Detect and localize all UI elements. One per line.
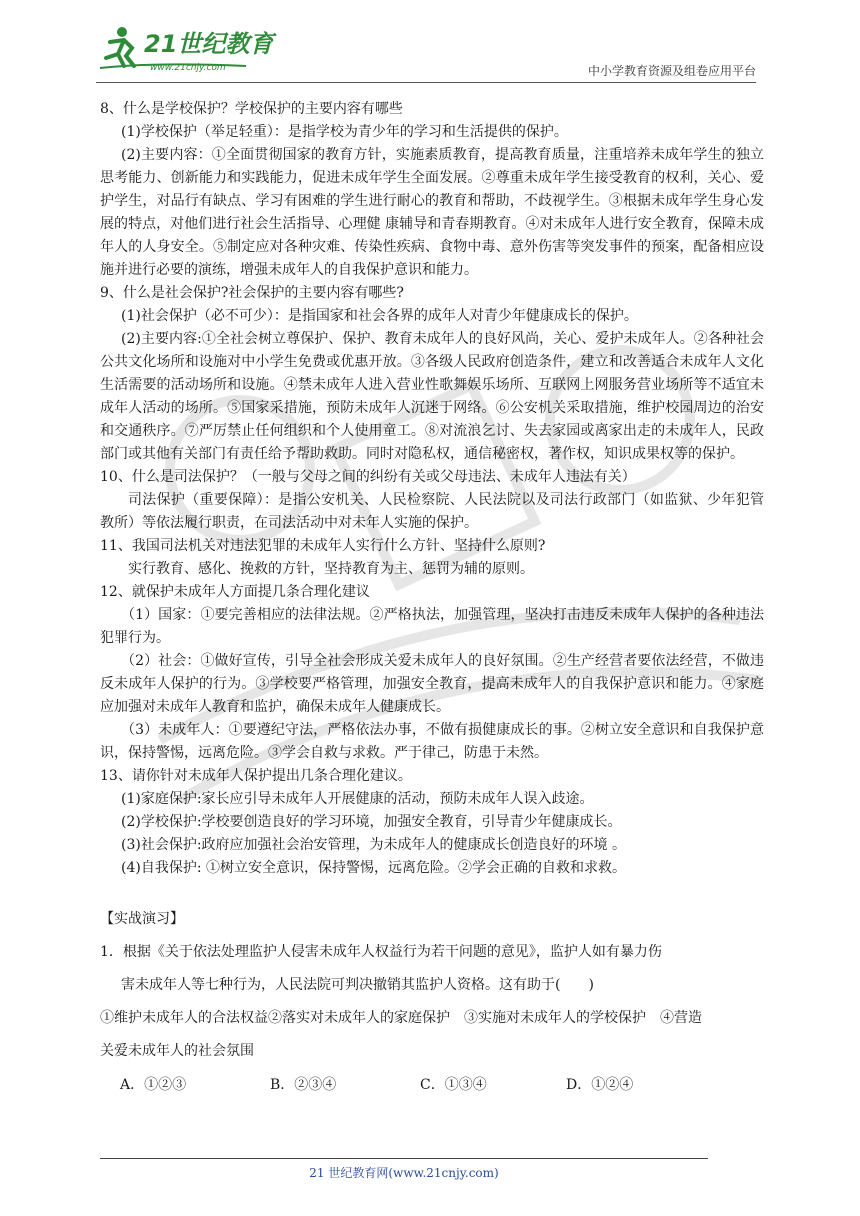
option-d[interactable]: D．①②④ <box>566 1077 634 1093</box>
page-header <box>96 22 756 82</box>
practice-title: 【实战演习】 <box>100 911 184 927</box>
q12-p1: （1）国家：①要完善相应的法律法规。②严格执法，加强管理，坚决打击违反未成年人保护的各种违法犯罪行为。 <box>100 607 764 646</box>
q9-p2: (2)主要内容:①全社会树立尊保护、保护、教育未成年人的良好风尚，关心、爱护未成年人。②各种社会公共文化场所和设施对中小学生免费或优惠开放。③各级人民政府创造条件，建立和改善适合未成年人文化生活需要的活动场所和设施。④禁未成年人进入营业性歌舞娱乐场所、互联网上网服务营业场所等不适宜未成年人活动的场所。⑤国家采措施，预防未成年人沉迷于网络。⑥公安机关采取措施，维护校园周边的治安和交通秩序。⑦严厉禁止任何组织和个人使用童工。⑧对流浪乞讨、失去家园或离家出走的未成年人，民政部门或其他有关部门有责任给予帮助救助。同时对隐私权，通信秘密权，著作权，知识成果权等的保护。 <box>100 331 764 462</box>
footer-divider <box>100 1158 708 1159</box>
q9-title: 9、什么是社会保护?社会保护的主要内容有哪些? <box>100 285 404 301</box>
option-b[interactable]: B．②③④ <box>270 1077 337 1093</box>
q8-p1: (1)学校保护（举足轻重）：是指学校为青少年的学习和生活提供的保护。 <box>121 124 568 140</box>
spacer <box>100 880 764 903</box>
q9-p1: (1)社会保护（必不可少）：是指国家和社会各界的成年人对青少年健康成长的保护。 <box>121 308 638 324</box>
header-divider <box>96 82 756 83</box>
q11-title: 11、我国司法机关对违法犯罪的未成年人实行什么方针、坚持什么原则? <box>100 538 546 554</box>
document-body <box>100 98 764 1100</box>
runner-logo-icon <box>96 22 296 78</box>
practice-q1-line2: 害未成年人等七种行为，人民法院可判决撤销其监护人资格。这有助于( ) <box>121 977 594 993</box>
practice-q1-line4: 关爱未成年人的社会氛围 <box>100 1043 254 1059</box>
answer-options <box>100 1070 764 1100</box>
practice-q1-line3: ①维护未成年人的合法权益②落实对未成年人的家庭保护 ③实施对未成年人的学校保护 ④营造 <box>100 1010 702 1026</box>
q12-p3: （3）未成年人：①要遵纪守法，严格依法办事，不做有损健康成长的事。②树立安全意识和自我保护意识，保持警惕，远离危险。③学会自救与求救。严于律己，防患于未然。 <box>100 722 764 761</box>
option-c[interactable]: C．①③④ <box>420 1077 487 1093</box>
logo-url: www.21cnjy.com <box>150 63 226 73</box>
q8-title: 8、什么是学校保护？学校保护的主要内容有哪些 <box>100 101 403 117</box>
platform-name: 中小学教育资源及组卷应用平台 <box>587 64 756 78</box>
footer-text[interactable]: 21 世纪教育网(www.21cnjy.com) <box>309 1166 499 1180</box>
q8-p2: (2)主要内容：①全面贯彻国家的教育方针，实施素质教育，提高教育质量，注重培养未成年学生的独立思考能力、创新能力和实践能力，促进未成年学生全面发展。②尊重未成年学生接受教育的权利，关心、爱护学生，对品行有缺点、学习有困难的学生进行耐心的教育和帮助，不歧视学生。③根据未成年学生身心发展的特点，对他们进行社会生活指导、心理健 康辅导和青春期教育。④对未成年人进行安全教育，保障未成年人的人身安全。⑤制定应对各种灾难、传染性疾病、食物中毒、意外伤害等突发事件的预案，配备相应设施并进行必要的演练，增强未成年人的自我保护意识和能力。 <box>100 147 764 278</box>
option-a[interactable]: A．①②③ <box>120 1077 187 1093</box>
q10-title: 10、什么是司法保护？（一般与父母之间的纠纷有关或父母违法、未成年人违法有关） <box>100 469 636 485</box>
logo-text: 21世纪教育 <box>144 30 274 58</box>
practice-section <box>100 903 764 1100</box>
site-logo <box>96 22 296 78</box>
q13-p3: (3)社会保护:政府应加强社会治安管理，为未成年人的健康成长创造良好的环境 。 <box>121 837 626 853</box>
q12-p2: （2）社会：①做好宣传，引导全社会形成关爱未成年人的良好氛围。②生产经营者要依法经营，不做违反未成年人保护的行为。③学校要严格管理，加强安全教育，提高未成年人的自我保护意识和能力。④家庭应加强对未成年人教育和监护，确保未成年人健康成长。 <box>100 653 764 715</box>
q11-p1: 实行教育、感化、挽救的方针，坚持教育为主、惩罚为辅的原则。 <box>128 561 534 577</box>
practice-q1-line1: 1．根据《关于依法处理监护人侵害未成年人权益行为若干问题的意见》，监护人如有暴力伤 <box>100 944 662 960</box>
q12-title: 12、就保护未成年人方面提几条合理化建议 <box>100 584 370 600</box>
q13-title: 13、请你针对未成年人保护提出几条合理化建议。 <box>100 768 412 784</box>
q13-p4: (4)自我保护: ①树立安全意识，保持警惕，远离危险。②学会正确的自救和求救。 <box>121 860 626 876</box>
q13-p2: (2)学校保护:学校要创造良好的学习环境，加强安全教育，引导青少年健康成长。 <box>121 814 622 830</box>
q13-p1: (1)家庭保护:家长应引导未成年人开展健康的活动，预防未成年人误入歧途。 <box>121 791 594 807</box>
q10-p1: 司法保护（重要保障）：是指公安机关、人民检察院、人民法院以及司法行政部门（如监狱、少年犯管教所）等依法履行职责，在司法活动中对未年人实施的保护。 <box>100 492 764 531</box>
